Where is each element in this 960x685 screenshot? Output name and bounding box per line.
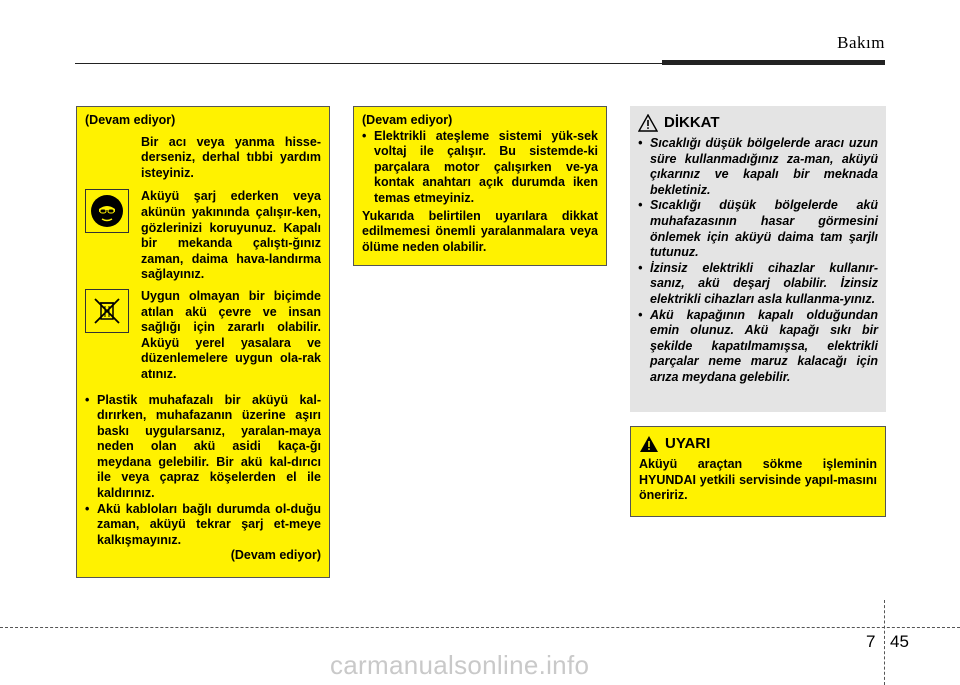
- caution-box: [630, 106, 886, 412]
- footer-dashed-rule: [0, 627, 960, 628]
- seek-medical-help-text: Bir acı veya yanma hisse-derseniz, derhal tıbbi yardım isteyiniz.: [141, 134, 321, 180]
- footer-dashed-divider: [884, 600, 885, 685]
- list-item: • Sıcaklığı düşük bölgelerde aracı uzun süre kullanmadığınız za-man, aküyü çıkarınız ve kapalı bir meknada bekletiniz.: [638, 136, 878, 198]
- list-item: • Sıcaklığı düşük bölgelerde akü muhafazasının hasar görmesini önlemek için aküyü daima tam şarjlı tutunuz.: [638, 198, 878, 260]
- list-item: • İzinsiz elektrikli cihazlar kullanır-sanız, akü deşarj olabilir. İzinsiz elektrikli cihazları asla kullanma-yınız.: [638, 261, 878, 308]
- watermark: carmanualsonline.info: [330, 650, 590, 680]
- warning-heading: [639, 435, 877, 453]
- closing-warning-text: Yukarıda belirtilen uyarılara dikkat edilmemesi önemli yaralanmalara veya ölüme neden olabilir.: [362, 208, 598, 254]
- caution-title: DİKKAT: [664, 114, 720, 132]
- list-item: • Elektrikli ateşleme sistemi yük-sek voltaj ile çalışır. Bu sistemde-ki parçalara motor çalışırken ve-ya kontak anahtarı açık durumda iken temas etmeyiniz.: [362, 129, 598, 207]
- continued-label-top: (Devam ediyor): [85, 113, 176, 127]
- page-number: 45: [890, 632, 909, 651]
- list-item: • Akü kapağının kapalı olduğundan emin olunuz. Akü kapağı sıkı bir şekilde kapatılmamışsa, elektrikli parçalar neme maruz kalacağı için arıza meydana gelebilir.: [638, 308, 878, 386]
- warning-text: Aküyü araçtan sökme işleminin HYUNDAI yetkili servisinde yapıl-masını öneririz.: [639, 457, 877, 503]
- goggles-row: [85, 189, 321, 283]
- caution-triangle-icon: [638, 114, 658, 132]
- no-trash-disposal-icon: [85, 289, 129, 333]
- header-rule-thick: [662, 60, 885, 65]
- disposal-row: [85, 289, 321, 383]
- chapter-number: 7: [866, 632, 876, 651]
- caution-list: [638, 136, 878, 386]
- continued-label-bottom: (Devam ediyor): [230, 548, 321, 563]
- goggles-text: Aküyü şarj ederken veya akünün yakınında çalışır-ken, gözlerinizi koruyunuz. Kapalı bir mekanda çalıştı-ğınız zaman, daima hava-landırma sağlayınız.: [141, 189, 321, 282]
- warning-box-removal: [630, 426, 886, 517]
- warning-title: UYARI: [665, 435, 711, 453]
- warning-box-ignition: [353, 106, 607, 266]
- handling-bullet-list: [85, 393, 321, 549]
- safety-goggles-icon: [85, 189, 129, 233]
- ignition-bullet-list: [362, 129, 598, 207]
- warning-box-battery-handling: [76, 106, 330, 578]
- warning-triangle-icon: [639, 435, 659, 453]
- continued-label-top: (Devam ediyor): [362, 113, 453, 127]
- page-header-title: Bakım: [837, 33, 885, 52]
- disposal-text: Uygun olmayan bir biçimde atılan akü çevre ve insan sağlığı için zararlı olabilir. Aküyü yerel yasalara ve düzenlemelere uygun ola-rak atınız.: [141, 288, 321, 381]
- list-item: • Plastik muhafazalı bir aküyü kal-dırırken, muhafazanın üzerine aşırı baskı uygularsanız, yaralan-maya neden olan akü asidi kaça-ğı meydana gelebilir. Bir akü kal-dırıcı ile veya çapraz köşelerden el ile kaldırınız.: [85, 393, 321, 502]
- list-item: • Akü kabloları bağlı durumda ol-duğu zaman, aküyü tekrar şarj et-meye kalkışmayınız.: [85, 502, 321, 549]
- caution-heading: [638, 114, 878, 132]
- header-rule-thin: [75, 63, 665, 64]
